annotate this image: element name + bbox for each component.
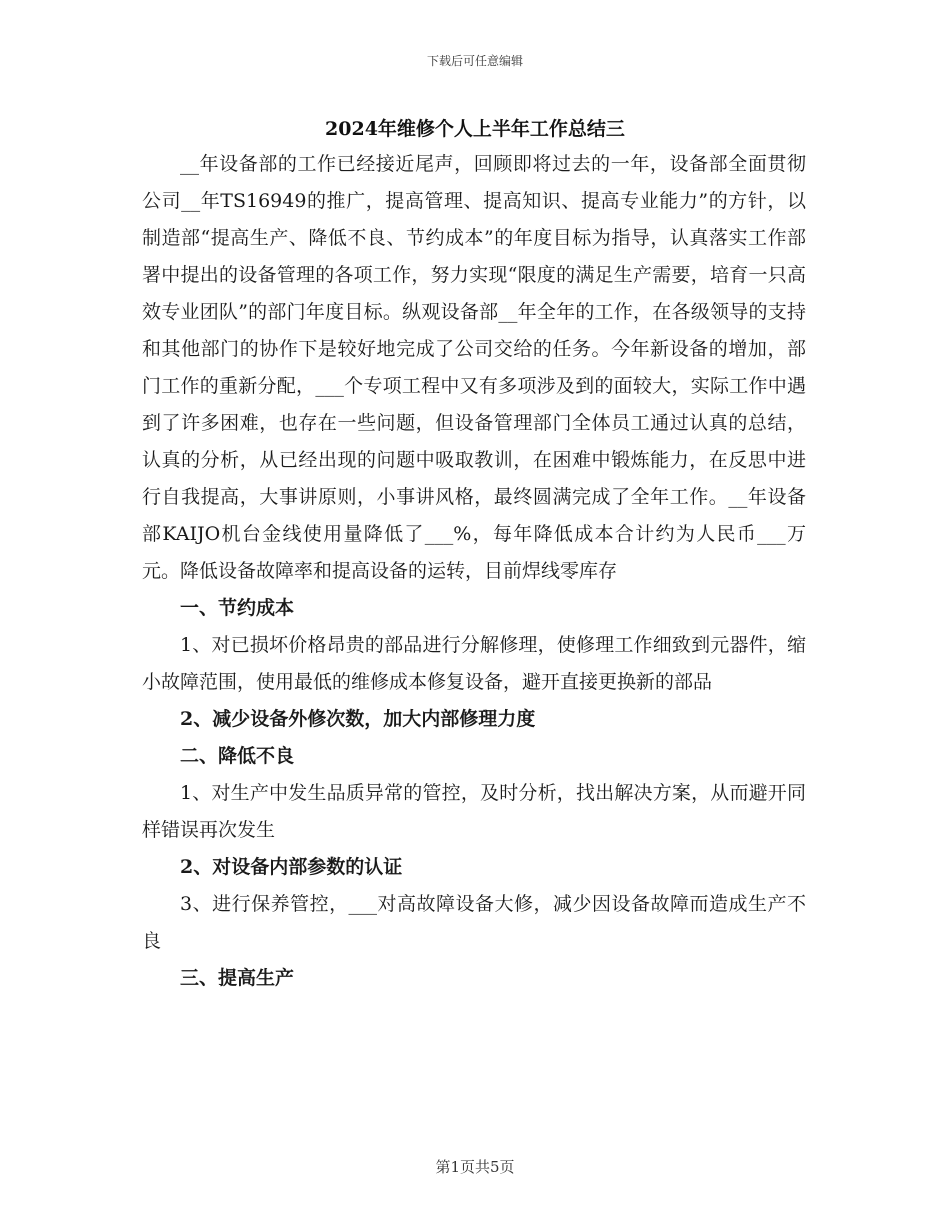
subheading-item: 2、对设备内部参数的认证 [180, 856, 403, 878]
page-number: 第1页共5页 [435, 1158, 515, 1176]
document-body [142, 146, 806, 997]
header-note: 下载后可任意编辑 [426, 54, 523, 68]
paragraph-item: 1、对已损坏价格昂贵的部品进行分解修理，使修理工作细致到元器件，缩小故障范围，使用最低的维修成本修复设备，避开直接更换新的部品 [142, 634, 806, 693]
section-heading-2: 二、降低不良 [180, 745, 295, 767]
subheading-item: 2、减少设备外修次数，加大内部修理力度 [180, 708, 536, 730]
section-heading-1: 一、节约成本 [180, 597, 295, 619]
section-heading-3: 三、提高生产 [180, 967, 295, 989]
paragraph-item: 3、进行保养管控，___对高故障设备大修，减少因设备故障而造成生产不良 [142, 893, 806, 952]
paragraph-intro: __年设备部的工作已经接近尾声，回顾即将过去的一年，设备部全面贯彻公司__年TS16949的推广，提高管理、提高知识、提高专业能力”的方针，以制造部“提高生产、降低不良、节约成本”的年度目标为指导，认真落实工作部署中提出的设备管理的各项工作，努力实现“限度的满足生产需要，培育一只高效专业团队”的部门年度目标。纵观设备部__年全年的工作，在各级领导的支持和其他部门的协作下是较好地完成了公司交给的任务。今年新设备的增加，部门工作的重新分配，___个专项工程中又有多项涉及到的面较大，实际工作中遇到了许多困难，也存在一些问题，但设备管理部门全体员工通过认真的总结，认真的分析，从已经出现的问题中吸取教训，在困难中锻炼能力，在反思中进行自我提高，大事讲原则，小事讲风格，最终圆满完成了全年工作。__年设备部KAIJO机台金线使用量降低了___%，每年降低成本合计约为人民币___万元。降低设备故障率和提高设备的运转，目前焊线零库存 [142, 153, 806, 582]
paragraph-item: 1、对生产中发生品质异常的管控，及时分析，找出解决方案，从而避开同样错误再次发生 [142, 782, 806, 841]
document-title: 2024年维修个人上半年工作总结三 [325, 118, 625, 140]
